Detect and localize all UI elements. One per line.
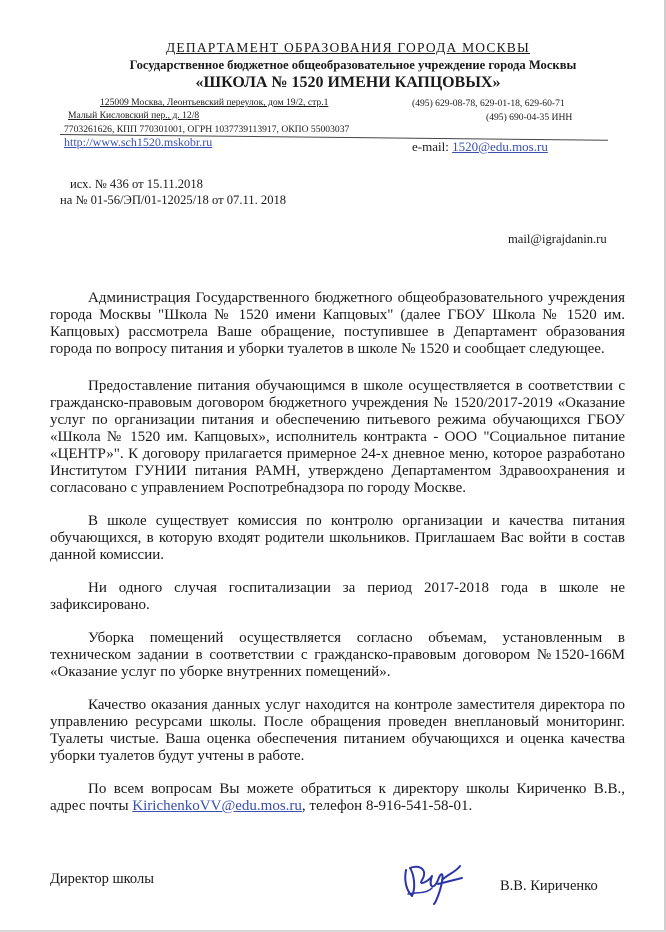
department-heading: ДЕПАРТАМЕНТ ОБРАЗОВАНИЯ ГОРОДА МОСКВЫ bbox=[166, 40, 530, 55]
address-line-2: Малый Кисловский пер., д. 12/8 bbox=[68, 110, 200, 121]
signatory-name: В.В. Кириченко bbox=[500, 878, 598, 894]
paragraph-cleaning: Уборка помещений осуществляется согласно объемам, установленным в техническом задании в соответствии с гражданско-правовым договором №1520-166М «Оказание услуг по уборке внутренних помещений». bbox=[50, 630, 625, 680]
email-label: e-mail: bbox=[412, 139, 453, 154]
paragraph-quality: Качество оказания данных услуг находится на контроле заместителя директора по управлению ресурсами школы. После обращения проведен внеплановый мониторинг. Туалеты чистые. Ваша оценка обеспечения питанием обучающихся и оценка качества уборки туалетов будут учтены в работе. bbox=[50, 697, 625, 764]
outgoing-reference: исх. № 436 от 15.11.2018 bbox=[70, 177, 203, 191]
registration-ids: 7703261626, КПП 770301001, ОГРН 1037739113917, ОКПО 55003037 bbox=[64, 124, 350, 135]
handwritten-signature bbox=[398, 858, 468, 906]
email-line bbox=[412, 139, 548, 155]
address-line-1: 125009 Москва, Леонтьевский переулок, дом 19/2, стр.1 bbox=[100, 97, 329, 108]
school-name: «ШКОЛА № 1520 ИМЕНИ КАПЦОВЫХ» bbox=[195, 74, 501, 91]
letter-body bbox=[50, 290, 625, 831]
director-email-link[interactable]: KirichenkoVV@edu.mos.ru bbox=[132, 798, 302, 814]
incoming-reference: на № 01-56/ЭП/01-12025/18 от 07.11. 2018 bbox=[60, 193, 287, 207]
paragraph-intro: Администрация Государственного бюджетного общеобразовательного учреждения города Москвы "Школа № 1520 имени Капцовых" (далее ГБОУ Школа № 1520 им. Капцовых) рассмотрела Ваше обращение, поступившее в Департамент образования города по вопросу питания и уборки туалетов в школе № 1520 и сообщает следующее. bbox=[50, 290, 625, 357]
institution-name: Государственное бюджетное общеобразовательное учреждение города Москвы bbox=[129, 58, 577, 72]
paragraph-hospitalization: Ни одного случая госпитализации за период 2017-2018 года в школе не зафиксировано. bbox=[50, 580, 625, 613]
paragraph-contact bbox=[50, 781, 625, 815]
phones-line-1: (495) 629-08-78, 629-01-18, 629-60-71 bbox=[412, 98, 565, 109]
email-link[interactable]: 1520@edu.mos.ru bbox=[452, 139, 548, 154]
paragraph-catering: Предоставление питания обучающимся в школе осуществляется в соответствии с гражданско-правовым договором бюджетного учреждения № 1520/2017-2019 «Оказание услуг по организации питания и обеспечению питьевого режима обучающихся ГБОУ «Школа № 1520 им. Капцовых», исполнитель контракта - ООО "Социальное питание «ЦЕНТР»". К договору прилагается примерное 24-х дневное меню, которое разработано Институтом ГУНИИ питания РАМН, утверждено Департаментом Здравоохранения и согласовано с управлением Роспотребнадзора по городу Москве. bbox=[50, 378, 625, 496]
contact-text-after: , телефон 8-916-541-58-01. bbox=[301, 798, 473, 814]
paragraph-commission: В школе существует комиссия по контролю организации и качества питания обучающихся, в которую входят родители школьников. Приглашаем Вас войти в состав данной комиссии. bbox=[50, 513, 625, 563]
recipient-address: mail@igrajdanin.ru bbox=[508, 232, 607, 246]
website-link[interactable]: http://www.sch1520.mskobr.ru bbox=[64, 135, 213, 149]
signatory-position: Директор школы bbox=[50, 871, 154, 887]
contact-text-before: По всем вопросам Вы можете обратиться к директору школы Кириченко В.В., адрес почты bbox=[50, 781, 625, 814]
phones-line-2: (495) 690-04-35 ИНН bbox=[486, 112, 573, 123]
